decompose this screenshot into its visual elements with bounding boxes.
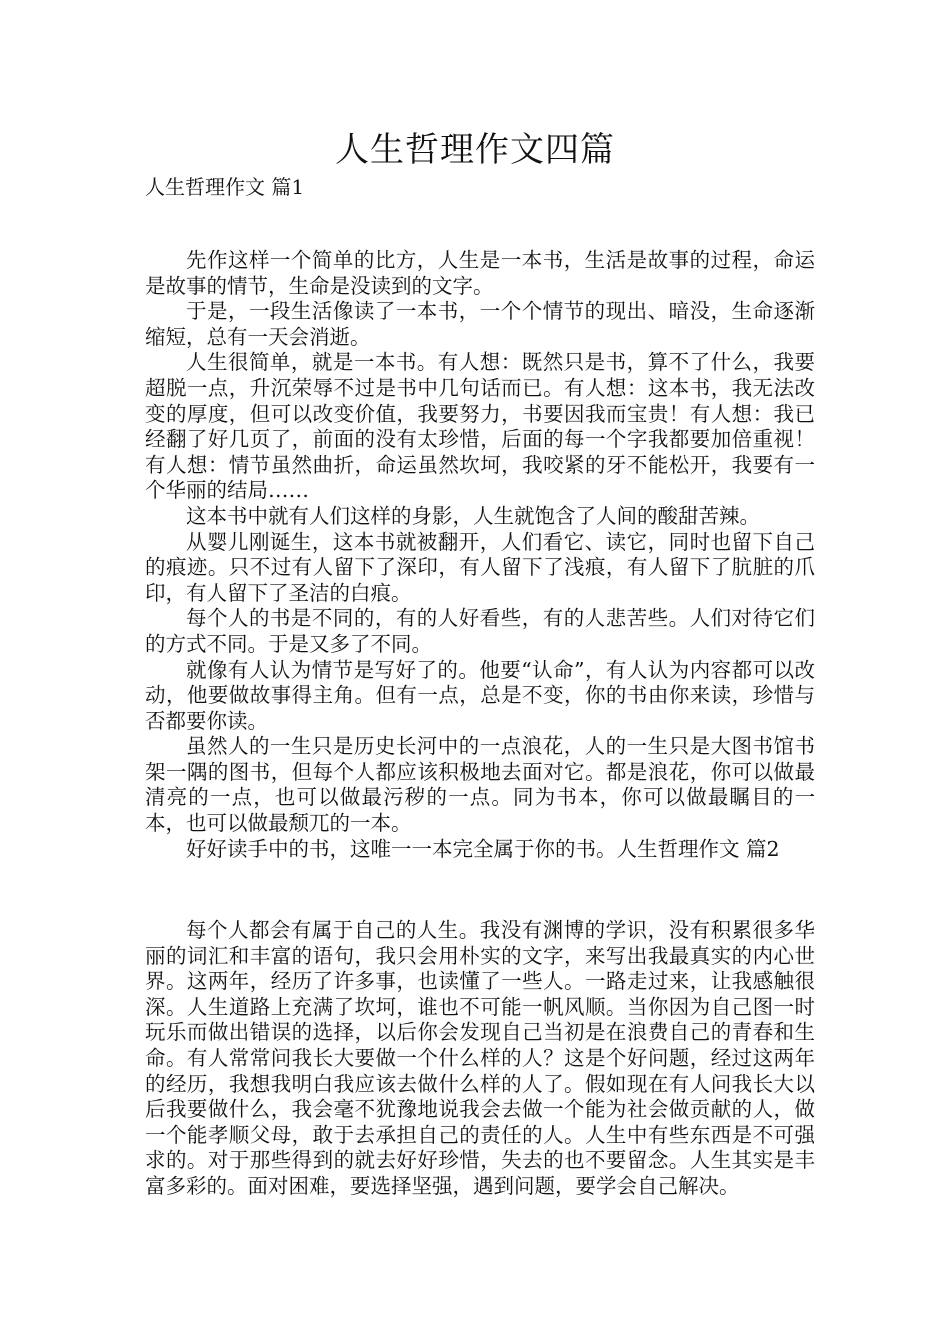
paragraph: 从婴儿刚诞生，这本书就被翻开，人们看它、读它，同时也留下自己的痕迹。只不过有人留下了深印，有人留下了浅痕，有人留下了肮脏的爪印，有人留下了圣洁的白痕。 bbox=[145, 529, 815, 605]
paragraph: 人生很简单，就是一本书。有人想：既然只是书，算不了什么，我要超脱一点，升沉荣辱不过是书中几句话而已。有人想：这本书，我无法改变的厚度，但可以改变价值，我要努力，书要因我而宝贵！有人想：我已经翻了好几页了，前面的没有太珍惜，后面的每一个字我都要加倍重视！有人想：情节虽然曲折，命运虽然坎坷，我咬紧的牙不能松开，我要有一个华丽的结局…… bbox=[145, 350, 815, 503]
paragraph: 于是，一段生活像读了一本书，一个个情节的现出、暗没，生命逐渐缩短，总有一天会消逝。 bbox=[145, 299, 815, 349]
section-1-body bbox=[145, 248, 815, 862]
paragraph: 这本书中就有人们这样的身影，人生就饱含了人间的酸甜苦辣。 bbox=[186, 503, 760, 528]
paragraph: 每个人都会有属于自己的人生。我没有渊博的学识，没有积累很多华丽的词汇和丰富的语句，我只会用朴实的文字，来写出我最真实的内心世界。这两年，经历了许多事，也读懂了一些人。一路走过来，让我感触很深。人生道路上充满了坎坷，谁也不可能一帆风顺。当你因为自己图一时玩乐而做出错误的选择，以后你会发现自己当初是在浪费自己的青春和生命。有人常常问我长大要做一个什么样的人？这是个好问题，经过这两年的经历，我想我明白我应该去做什么样的人了。假如现在有人问我长大以后我要做什么，我会毫不犹豫地说我会去做一个能为社会做贡献的人，做一个能孝顺父母，敢于去承担自己的责任的人。人生中有些东西是不可强求的。对于那些得到的就去好好珍惜，失去的也不要留念。人生其实是丰富多彩的。面对困难，要选择坚强，遇到问题，要学会自己解决。 bbox=[145, 918, 815, 1198]
document-title: 人生哲理作文四篇 bbox=[335, 130, 615, 170]
section-2-body bbox=[145, 918, 815, 1200]
section-heading: 人生哲理作文 篇1 bbox=[145, 175, 305, 199]
paragraph: 好好读手中的书，这唯一一本完全属于你的书。人生哲理作文 篇2 bbox=[186, 836, 780, 861]
paragraph: 先作这样一个简单的比方，人生是一本书，生活是故事的过程，命运是故事的情节，生命是没读到的文字。 bbox=[145, 248, 815, 298]
paragraph: 就像有人认为情节是写好了的。他要“认命”，有人认为内容都可以改动，他要做故事得主角。但有一点，总是不变，你的书由你来读，珍惜与否都要你读。 bbox=[145, 657, 815, 733]
paragraph: 虽然人的一生只是历史长河中的一点浪花，人的一生只是大图书馆书架一隅的图书，但每个人都应该积极地去面对它。都是浪花，你可以做最清亮的一点，也可以做最污秽的一点。同为书本，你可以做最瞩目的一本，也可以做最颓兀的一本。 bbox=[145, 734, 815, 836]
paragraph: 每个人的书是不同的，有的人好看些，有的人悲苦些。人们对待它们的方式不同。于是又多了不同。 bbox=[145, 606, 815, 656]
